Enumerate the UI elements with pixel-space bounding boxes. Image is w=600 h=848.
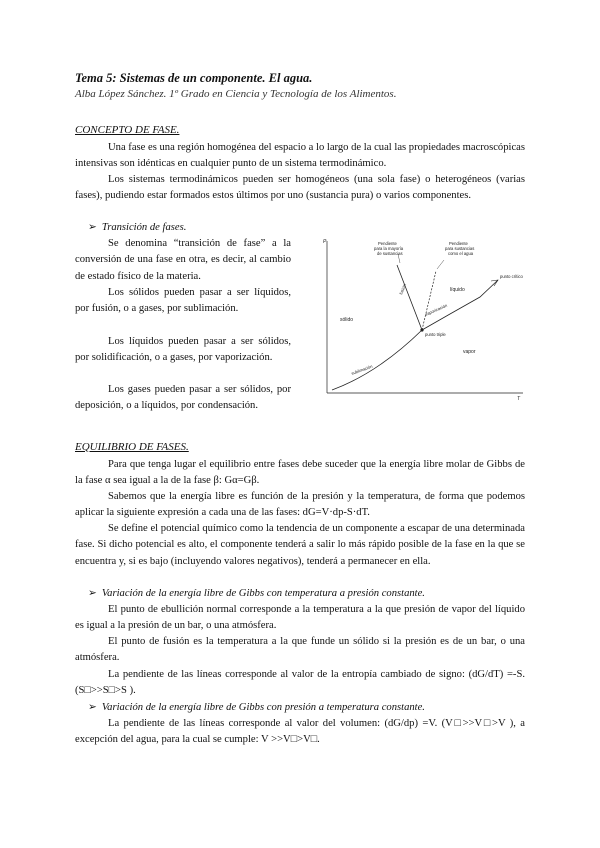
bullet-label: Variación de la energía libre de Gibbs con presión a temperatura constante.	[101, 702, 425, 713]
bullet-transicion-fases	[88, 220, 186, 236]
paragraph-potencial-quimico: Se define el potencial químico como la tendencia de un componente a escapar de una determinada fase. Si dicho potencial es alto, el componente tenderá a salir lo más rápido posible de la fase en la que se encuentra y, si es bajo (incluyendo valores negativos), tenderá a permanecer en ella.	[75, 523, 525, 567]
bullet-label: Variación de la energía libre de Gibbs con temperatura a presión constante.	[101, 588, 425, 599]
vaporization-label: vaporización	[424, 302, 448, 317]
paragraph-ebullicion: El punto de ebullición normal corresponde a la temperatura a la que presión de vapor del líquido es igual a la presión de un bar, o una atmósfera.	[75, 604, 525, 632]
fusion-curve-water	[422, 271, 436, 330]
section-heading-equilibrio: EQUILIBRIO DE FASES.	[75, 441, 189, 453]
note-right-line1: Pendiente	[449, 241, 468, 246]
fusion-curve-normal	[397, 265, 422, 330]
fusion-label: fusión	[398, 283, 408, 296]
paragraph-equilibrio-gibbs: Para que tenga lugar el equilibrio entre fases debe suceder que la energía libre molar de Gibbs de la fase α sea igual a la de la fase β: Gα=Gβ.	[75, 459, 525, 487]
note-left-line2: para la mayoría	[374, 246, 404, 251]
liquid-region-label: líquido	[450, 287, 465, 293]
solid-region-label: sólido	[340, 317, 354, 323]
y-axis-label: P	[323, 239, 327, 245]
note-left-line3: de sustancias	[377, 251, 403, 256]
paragraph-entropia: La pendiente de las líneas corresponde al valor de la entropía cambiado de signo: (dG/dT) =-S. (S□>>S□>S ).	[75, 669, 525, 697]
critical-point-label: punto crítico	[500, 274, 523, 279]
paragraph-fusion: El punto de fusión es la temperatura a la que funde un sólido si la presión es de un bar, o una atmósfera.	[75, 636, 525, 664]
arrow-bullet-icon: ➢	[88, 588, 97, 599]
document-title: Tema 5: Sistemas de un componente. El agua.	[75, 71, 313, 85]
sublimation-curve	[332, 330, 422, 390]
note-left-line1: Pendiente	[378, 241, 397, 246]
note-right-line2: para sustancias	[445, 246, 475, 251]
x-axis-label: T	[517, 396, 521, 402]
paragraph-gases: Los gases pueden pasar a ser sólidos, por deposición, o a líquidos, por condensación.	[75, 384, 291, 412]
paragraph-definicion-fase: Una fase es una región homogénea del espacio a lo largo de la cual las propiedades macroscópicas intensivas son idénticas en cualquier punto de un sistema termodinámico.	[75, 142, 525, 170]
note-right-line3: como el agua	[448, 251, 474, 256]
bullet-label: Transición de fases.	[101, 222, 187, 233]
section-heading-concepto: CONCEPTO DE FASE.	[75, 124, 180, 136]
phase-diagram	[318, 233, 526, 403]
vapor-region-label: vapor	[463, 349, 476, 355]
triple-point-label: punto triple	[425, 332, 446, 337]
arrow-bullet-icon: ➢	[88, 702, 97, 713]
paragraph-sistemas: Los sistemas termodinámicos pueden ser homogéneos (una sola fase) o heterogéneos (varias fases), pudiendo estar formados estos últimos por uno (sustancia pura) o varios componentes.	[75, 174, 525, 202]
document-subtitle: Alba López Sánchez. 1º Grado en Ciencia y Tecnología de los Alimentos.	[75, 88, 397, 100]
paragraph-solidos: Los sólidos pueden pasar a ser líquidos, por fusión, o a gases, por sublimación.	[75, 287, 291, 315]
paragraph-volumen: La pendiente de las líneas corresponde al valor del volumen: (dG/dp) =V. (V□>>V□>V ), a excepción del agua, para la cual se cumple: V >>V□>V□.	[75, 718, 525, 746]
paragraph-liquidos: Los líquidos pueden pasar a ser sólidos, por solidificación, o a gases, por vaporización.	[75, 336, 291, 364]
leader-right	[437, 260, 444, 269]
arrow-bullet-icon: ➢	[88, 222, 97, 233]
paragraph-transicion: Se denomina “transición de fase” a la conversión de una fase en otra, es decir, al cambio de estado físico de la materia.	[75, 238, 291, 282]
paragraph-energia-libre: Sabemos que la energía libre es función de la presión y la temperatura, de forma que podemos aplicar la siguiente expresión a cada una de las fases: dG=V·dp-S·dT.	[75, 491, 525, 519]
triple-point-marker	[420, 328, 423, 331]
sublimation-label: sublimación	[350, 363, 374, 376]
bullet-gibbs-presion	[88, 700, 425, 716]
bullet-gibbs-temperatura	[88, 586, 425, 602]
